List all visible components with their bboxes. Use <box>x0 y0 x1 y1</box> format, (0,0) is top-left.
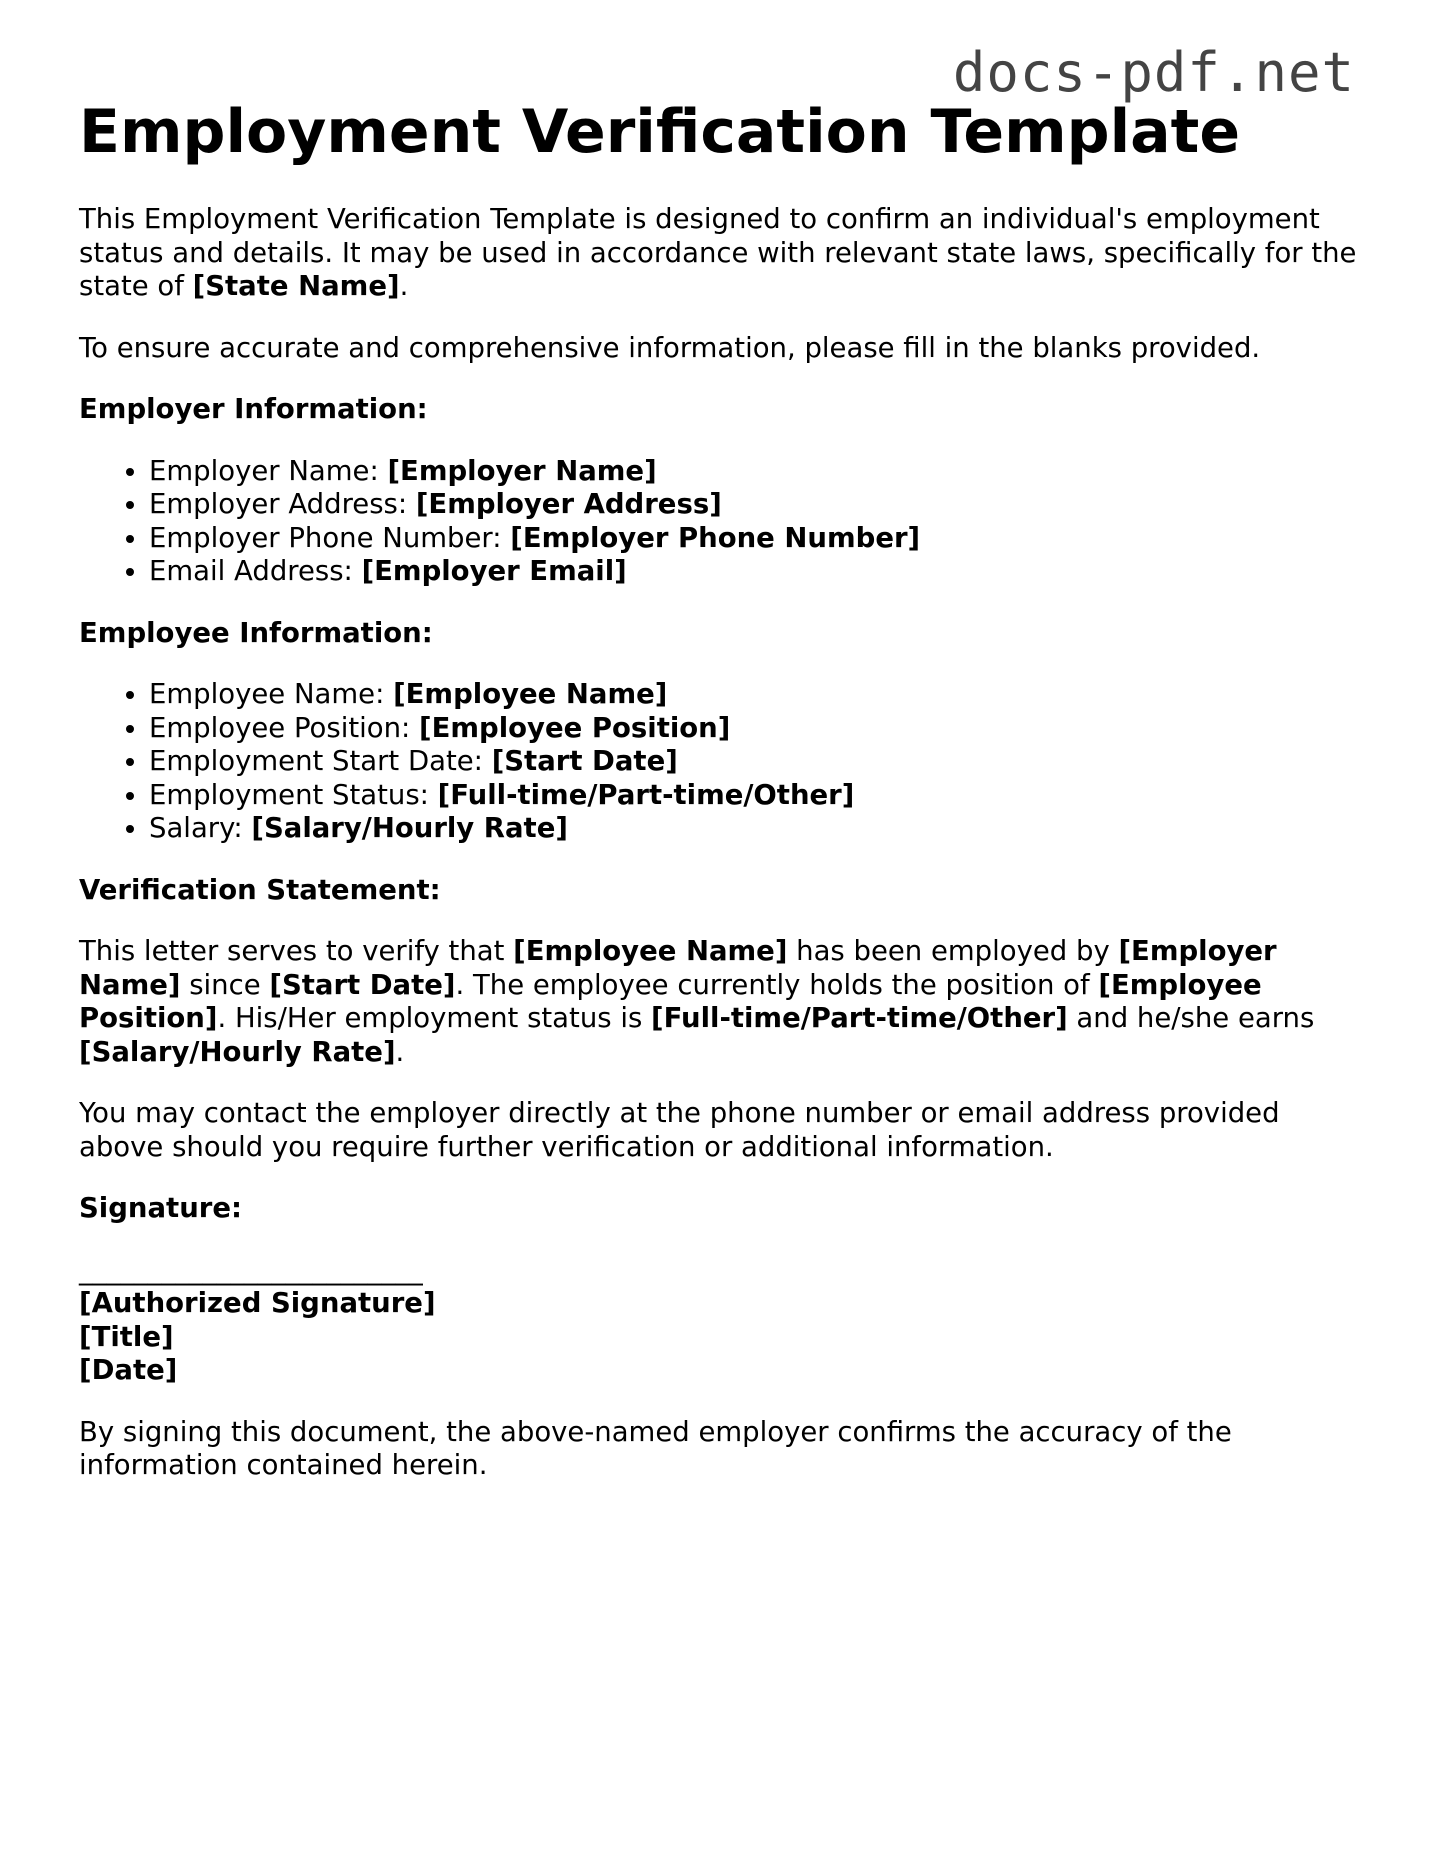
signature-title <box>79 1321 1369 1355</box>
verification-heading: Verification Statement: <box>79 873 441 906</box>
list-item <box>149 555 1369 589</box>
signature-date <box>79 1354 1369 1388</box>
employer-name-placeholder: [Employer Name] <box>79 935 1277 1001</box>
list-item <box>149 522 1369 556</box>
verification-paragraph <box>79 935 1369 1069</box>
contact-paragraph: You may contact the employer directly at the phone number or email address provided above should you require further verification or additional information. <box>79 1097 1280 1163</box>
item-label: Employee Position: <box>149 711 420 744</box>
list-item <box>149 488 1369 522</box>
item-label: Employer Address: <box>149 488 416 520</box>
item-label: Employment Start Date: <box>149 745 492 777</box>
item-value: [Employee Position] <box>419 711 731 744</box>
list-item <box>149 678 1369 712</box>
state-placeholder: [State Name] <box>192 270 400 302</box>
list-item <box>149 745 1369 779</box>
item-label: Email Address: <box>149 555 362 587</box>
item-value: [Salary/Hourly Rate] <box>251 812 568 844</box>
item-label: Employer Phone Number: <box>149 521 511 554</box>
employee-name-placeholder: [Employee Name] <box>513 935 788 967</box>
signature-title-label: [Title] <box>79 1320 174 1353</box>
item-value: [Full-time/Part-time/Other] <box>437 778 855 811</box>
verification-text: and he/she earns <box>1067 1002 1315 1034</box>
verification-text: . The employee currently holds the position of <box>455 968 1099 1001</box>
employer-list <box>79 455 1369 589</box>
employment-status-placeholder: [Full-time/Part-time/Other] <box>651 1002 1068 1034</box>
item-value: [Employee Name] <box>393 678 668 710</box>
list-item <box>149 712 1369 746</box>
item-value: [Employer Address] <box>415 488 722 520</box>
verification-text: This letter serves to verify that <box>79 935 514 967</box>
item-label: Salary: <box>149 812 252 844</box>
document-content <box>79 98 1369 1511</box>
employee-position-placeholder: [Employee Position] <box>79 968 1262 1034</box>
item-label: Employment Status: <box>149 778 438 811</box>
item-value: [Start Date] <box>491 745 678 777</box>
verification-text: since <box>180 968 270 1001</box>
item-value: [Employer Phone Number] <box>510 521 921 554</box>
watermark: docs-pdf.net <box>952 41 1355 104</box>
authorized-signature-label: [Authorized Signature] <box>79 1287 436 1319</box>
list-item <box>149 812 1369 846</box>
employer-heading: Employer Information: <box>79 393 428 425</box>
verification-text: . His/Her employment status is <box>217 1002 652 1034</box>
salary-placeholder: [Salary/Hourly Rate] <box>79 1035 396 1068</box>
intro-end: . <box>399 270 409 302</box>
signature-block <box>79 1254 1369 1388</box>
list-item <box>149 779 1369 813</box>
instruction-paragraph: To ensure accurate and comprehensive information, please fill in the blanks provided. <box>79 331 1261 364</box>
signature-heading: Signature: <box>79 1192 242 1224</box>
item-label: Employee Name: <box>149 678 394 710</box>
verification-text: has been employed by <box>787 935 1119 967</box>
closing-paragraph: By signing this document, the above-named employer confirms the accuracy of the information contained herein. <box>79 1415 1232 1481</box>
item-value: [Employer Name] <box>387 454 657 487</box>
signature-line: _________________________ <box>79 1253 423 1286</box>
authorized-signature <box>79 1287 1369 1321</box>
document-title: Employment Verification Template <box>79 97 1241 167</box>
item-label: Employer Name: <box>149 454 388 487</box>
employee-list <box>79 678 1369 846</box>
item-value: [Employer Email] <box>361 555 627 587</box>
intro-paragraph <box>79 203 1369 304</box>
employee-heading: Employee Information: <box>79 616 433 649</box>
verification-text: . <box>395 1035 405 1068</box>
intro-text: This Employment Verification Template is designed to confirm an individual's employment status and details. It may be used in accordance with relevant state laws, specifically for the state of <box>79 203 1357 302</box>
start-date-placeholder: [Start Date] <box>269 968 456 1001</box>
signature-date-label: [Date] <box>79 1354 178 1386</box>
list-item <box>149 455 1369 489</box>
